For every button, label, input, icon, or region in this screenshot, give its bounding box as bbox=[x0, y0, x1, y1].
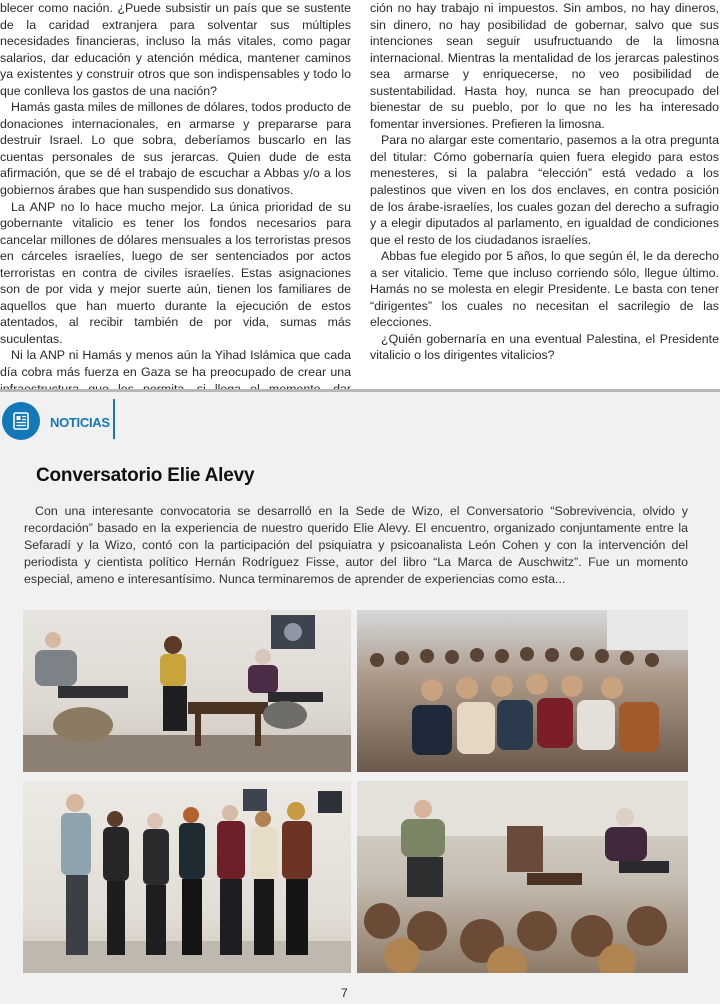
news-section bbox=[0, 389, 720, 1004]
paragraph: Ni la ANP ni Hamás y menos aún la Yihad Islámica que cada día cobra más fuerza en Gaza se ha preocupado de crear una bbox=[0, 348, 351, 380]
newspaper-icon bbox=[2, 402, 40, 440]
news-title: Conversatorio Elie Alevy bbox=[36, 465, 255, 486]
article-column-right bbox=[370, 0, 719, 364]
news-body: Con una interesante convocatoria se desarrolló en la Sede de Wizo, el Conversatorio “Sobrevivencia, olvido y recordación” basado en la experiencia de nuestro querido Elie Alevy. El encuentro, organizado conjuntamente entre la Sefaradí y la Wizo, contó con la participación del psiquiatra y psicoanalista León Cohen y con la intervención del periodista y cientista político Hernán Rodríguez Fisse, autor del libro “La Marca de Auschwitz”. Fue un momento especial, ameno e interesantísimo. Nunca terminaremos de aprender de experiencias como esta... bbox=[24, 504, 688, 586]
page-number: 7 bbox=[341, 986, 348, 1000]
paragraph: Para no alargar este comentario, pasemos a la otra pregunta del titular: Cómo gobernaría quien fuera elegido para estos menesteres, si la palabra “elección” está vedado a los palestinos que viven en los dos enclaves, en contra posición de los árabe-israelíes, los cuales gozan del derecho a sufragio y a elegir diputados al parlamento, en igualdad de condiciones que el resto de los ciudadanos israelíes. bbox=[370, 133, 719, 247]
section-label-divider bbox=[113, 399, 115, 439]
paragraph: ¿Quién gobernaría en una eventual Palestina, el Presidente vitalicio o los dirigentes vitalicios? bbox=[370, 331, 719, 363]
section-label: NOTICIAS bbox=[50, 415, 110, 430]
paragraph: Hamás gasta miles de millones de dólares, todos producto de donaciones internacionales, en armarse y prepararse para destruir Israel. Lo que sobra, deberíamos buscarlo en las cuentas personales de sus jerarcas. Quien dude de esta afirmación, que se dé el trabajo de escuchar a Abbas y/o a los gobiernos árabes que han suspendido sus donativos. bbox=[0, 100, 351, 198]
photo-panel-speakers bbox=[23, 610, 351, 772]
paragraph: ción no hay trabajo ni impuestos. Sin ambos, no hay dineros, sin dinero, no hay posibilidad de gobernar, salvo que sus intenciones sean seguir usufructuando de la limosna internacional. Mientras la mentalidad de los jerarcas palestinos sea armarse y enriquecerse, no veo posibilidad de sustentabilidad. Hasta hoy, nunca se han preocupado del bienestar de su pueblo, por lo que no les ha interesado fomentar inversiones. Prefieren la limosna. bbox=[370, 1, 719, 131]
photo-panel-group bbox=[23, 781, 351, 973]
photo-panel-audience bbox=[357, 610, 688, 772]
paragraph: La ANP no lo hace mucho mejor. La única prioridad de su gobernante vitalicio es tener los fondos necesarios para cancelar millones de dólares mensuales a los terroristas presos en cárceles israelíes, luego de ser sentenciados por actos terroristas en contra de civiles israelíes. Estas asignaciones son de por vida y mejor suerte aún, tienen los familiares de aquellos que han muerto durante la ejecución de estos atentados, al recibir también de por vida, sumas más suculentas. bbox=[0, 199, 351, 346]
section-divider bbox=[0, 389, 720, 392]
paragraph: Abbas fue elegido por 5 años, lo que según él, le da derecho a ser vitalicio. Teme que incluso corriendo sólo, llegue último. Hamás no se molesta en elegir Presidente. Le basta con tener “dirigentes” los cuales no necesitan el sacrilegio de las elecciones. bbox=[370, 249, 719, 330]
article-column-left bbox=[0, 0, 351, 414]
photo-panel-conversation bbox=[357, 781, 688, 973]
paragraph: blecer como nación. ¿Puede subsistir un país que se sustente de la caridad extranjera para solventar sus múltiples necesidades financieras, incluso la más vitales, como pagar salarios, dar educación y atención médica, mantener caminos ya existentes y construir otros que son indispensables y todo lo que conlleva los gastos de una nación? bbox=[0, 1, 351, 98]
